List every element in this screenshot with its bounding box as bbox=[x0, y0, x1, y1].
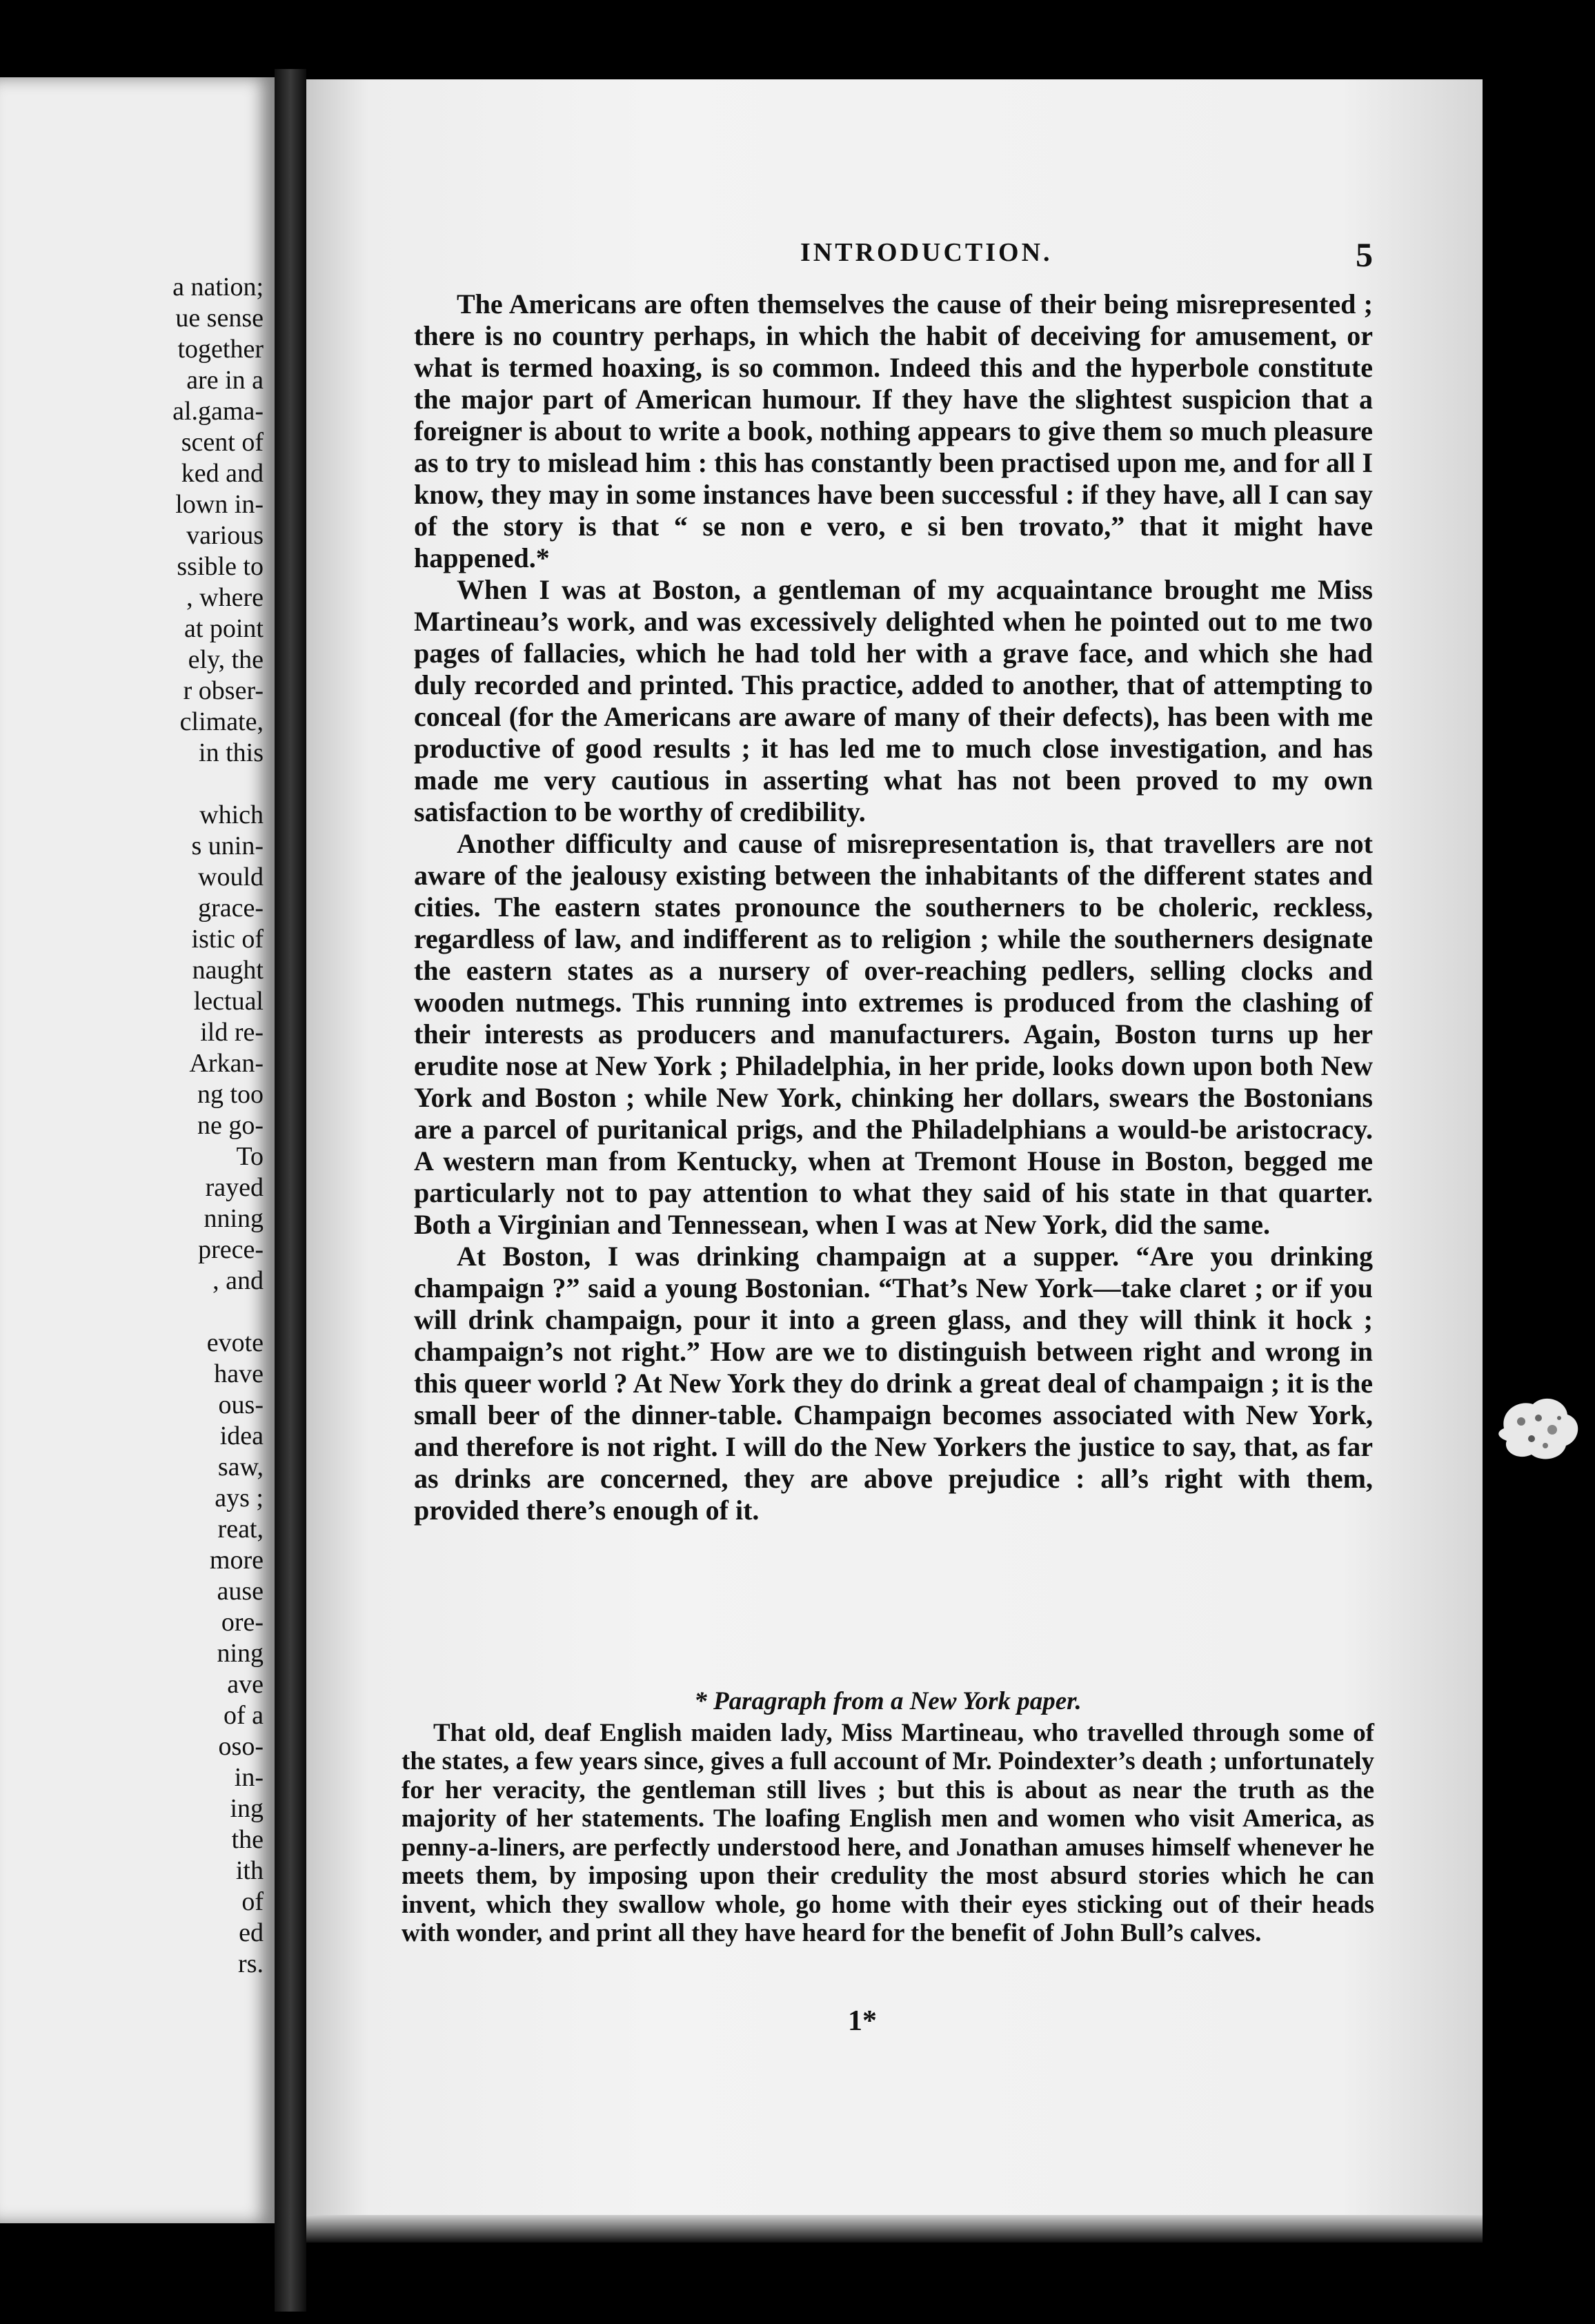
footnote bbox=[402, 1687, 1374, 1948]
left-page-line: nning bbox=[204, 1204, 264, 1233]
page-number: 5 bbox=[1356, 235, 1373, 274]
left-page-line: ing bbox=[230, 1794, 264, 1823]
left-page-line: various bbox=[186, 521, 264, 550]
running-head-title: INTRODUCTION. bbox=[800, 238, 1053, 267]
left-page-line: ely, the bbox=[188, 645, 264, 674]
left-page-line: scent of bbox=[181, 428, 264, 457]
left-page-line: idea bbox=[219, 1421, 264, 1450]
left-page-line: ked and bbox=[181, 459, 264, 488]
left-page-line: Arkan- bbox=[189, 1049, 264, 1078]
left-page-line: evote bbox=[206, 1328, 264, 1357]
left-page-line: ild re- bbox=[200, 1018, 264, 1047]
left-page-line: , and bbox=[212, 1266, 264, 1295]
left-page-line: istic of bbox=[191, 925, 264, 954]
signature-mark: 1* bbox=[848, 2005, 877, 2037]
left-page-line: ne go- bbox=[197, 1111, 264, 1140]
left-page-line: ed bbox=[239, 1918, 264, 1947]
left-page-line: ng too bbox=[197, 1080, 264, 1109]
left-page-line: which bbox=[199, 800, 264, 829]
left-page-line: r obser- bbox=[183, 676, 264, 705]
footnote-text: That old, deaf English maiden lady, Miss Martineau, who travelled through some of the states, a few years since, gives a full account of Mr. Poindexter’s death ; unfortunately for her veracity, the gentleman still lives ; but this is about as near the truth as the majority of her statements. The loafing English men and women who visit America, as penny-a-liners, are perfectly understood here, and Jonathan amuses himself whenever he meets them, by imposing upon their credulity the most absurd stories which he can invent, which they swallow whole, go home with their eyes sticking out of their heads with wonder, and print all they have heard for the benefit of John Bull’s calves. bbox=[402, 1718, 1374, 1947]
left-page-line: oso- bbox=[218, 1732, 264, 1761]
left-page-line: saw, bbox=[217, 1452, 264, 1481]
left-page-line: , where bbox=[186, 583, 264, 612]
left-page-line: prece- bbox=[198, 1235, 264, 1264]
left-page bbox=[0, 77, 275, 2223]
left-page-line: ause bbox=[217, 1577, 264, 1606]
page-bottom-edge bbox=[306, 2215, 1483, 2243]
left-page-line: ore- bbox=[221, 1608, 264, 1637]
left-page-line: ous- bbox=[218, 1390, 264, 1419]
left-page-line: of a bbox=[223, 1701, 264, 1730]
left-page-text bbox=[1, 272, 264, 1980]
left-page-line: naught bbox=[192, 956, 264, 985]
left-page-line: s unin- bbox=[191, 831, 264, 860]
paragraph: The Americans are often themselves the cause of their being misrepresented ; there is no country perhaps, in which the habit of deceiving for amusement, or what is termed hoaxing, is so common. Indeed this and the hyperbole constitute the major part of American humour. If they have the slightest suspicion that a foreigner is about to write a book, nothing appears to give them so much pleasure as to try to mislead him : this has constantly been practised upon me, and for all I know, they may in some instances have been successful : if they have, all I can say of the story is that “ se non e vero, e si ben trovato,” that it might have happened.* bbox=[414, 288, 1373, 573]
left-page-line: rs. bbox=[238, 1949, 264, 1978]
left-page-line: more bbox=[209, 1546, 264, 1575]
left-page-line: of bbox=[241, 1887, 264, 1916]
left-page-line: in this bbox=[199, 738, 264, 767]
left-page-line: ning bbox=[217, 1639, 264, 1668]
left-page-line: climate, bbox=[179, 707, 264, 736]
left-page-line: al.gama- bbox=[172, 397, 264, 426]
left-page-line: ays ; bbox=[215, 1484, 264, 1513]
left-page-line: have bbox=[214, 1359, 264, 1388]
footnote-heading: * Paragraph from a New York paper. bbox=[694, 1687, 1082, 1715]
left-page-line: lectual bbox=[193, 987, 264, 1016]
left-page-line: would bbox=[198, 863, 264, 892]
left-page-line: lown in- bbox=[175, 490, 264, 519]
left-page-line: rayed bbox=[205, 1173, 264, 1202]
left-page-line: ave bbox=[227, 1670, 264, 1699]
paragraph: When I was at Boston, a gentleman of my acquaintance brought me Miss Martineau’s work, and was excessively delighted when he pointed out to me two pages of fallacies, which he had told her with a grave face, and which she had duly recorded and printed. This practice, added to another, that of attempting to conceal (for the Americans are aware of many of their defects), has been with me productive of good results ; it has led me to much close investigation, and has made me very cautious in asserting what has not been proved to my own satisfaction to be worthy of credibility. bbox=[414, 574, 1373, 827]
paragraph: At Boston, I was drinking champaign at a supper. “Are you drinking champaign ?” said a young Bostonian. “That’s New York—take claret ; or if you will drink champaign, pour it into a green glass, and they will think it hock ; champaign’s not right.” How are we to distinguish between right and wrong in this queer world ? At New York they do drink a great deal of champaign ; it is the small beer of the dinner-table. Champaign becomes associated with New York, and therefore is not right. I will do the New Yorkers the justice to say, that, as far as drinks are concerned, they are above prejudice : all’s right with them, provided there’s enough of it. bbox=[414, 1241, 1373, 1526]
left-page-line: ith bbox=[235, 1856, 264, 1885]
left-page-line: in- bbox=[234, 1763, 264, 1792]
running-head bbox=[414, 235, 1373, 276]
left-page-line: at point bbox=[184, 614, 264, 643]
left-page-line: grace- bbox=[198, 894, 264, 923]
left-page-line: To bbox=[236, 1142, 264, 1171]
left-page-line: reat, bbox=[217, 1515, 264, 1544]
left-page-line: are in a bbox=[186, 366, 264, 395]
paragraph: Another difficulty and cause of misrepresentation is, that travellers are not aware of the jealousy existing between the inhabitants of the different states and cities. The eastern states pronounce the southerners to be choleric, reckless, regardless of law, and indifferent as to religion ; while the southerners designate the eastern states as a nursery of over-reaching pedlers, selling clocks and wooden nutmegs. This running into extremes is produced from the clashing of their interests as producers and manufacturers. Again, Boston turns up her erudite nose at New York ; Philadelphia, in her pride, looks down upon both New York and Boston ; while New York, chinking her dollars, swears the Bostonians are a parcel of puritanical prigs, and the Philadelphians a would-be aristocracy. A western man from Kentucky, when at Tremont House in Boston, begged me particularly not to pay attention to what they said of his state in that quarter. Both a Virginian and Tennessean, when I was at New York, did the same. bbox=[414, 828, 1373, 1240]
left-page-line bbox=[1, 769, 264, 800]
left-page-line bbox=[1, 1297, 264, 1328]
left-page-line: ue sense bbox=[175, 304, 264, 333]
book-spine bbox=[275, 69, 306, 2312]
left-page-line: ssible to bbox=[177, 552, 264, 581]
body-text bbox=[414, 288, 1373, 1526]
left-page-line: together bbox=[177, 335, 264, 364]
left-page-line: a nation; bbox=[172, 273, 264, 302]
paper-damage-blot-icon bbox=[1490, 1387, 1587, 1470]
left-page-line: the bbox=[231, 1825, 264, 1854]
